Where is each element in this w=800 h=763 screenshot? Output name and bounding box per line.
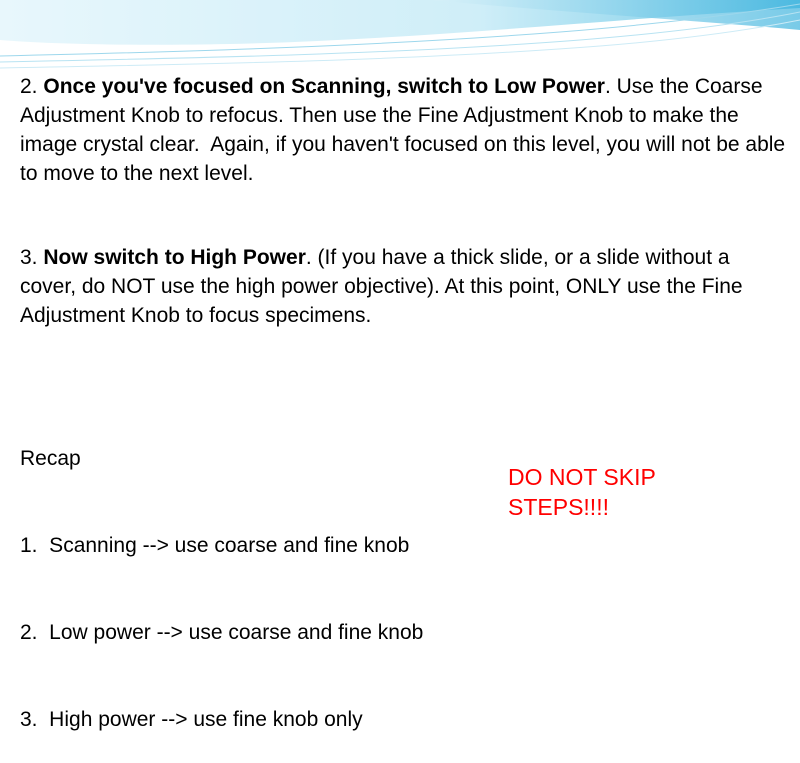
recap-item: 3. High power --> use fine knob only bbox=[20, 708, 363, 731]
step-3-text: . (If you have a thick slide, or a slide without a cover, do NOT use the high power objective). At this point, ONLY use the Fine Adjustment Knob to focus specimens. bbox=[20, 246, 748, 327]
recap-block bbox=[20, 386, 790, 763]
step-2-heading: Once you've focused on Scanning, switch to Low Power bbox=[43, 75, 605, 98]
header-wave-decoration bbox=[0, 0, 800, 75]
recap-item: 1. Scanning --> use coarse and fine knob bbox=[20, 534, 410, 557]
step-3-paragraph bbox=[20, 243, 790, 330]
step-3-number: 3. bbox=[20, 246, 44, 269]
recap-item: 2. Low power --> use coarse and fine knob bbox=[20, 621, 424, 644]
warning-text: DO NOT SKIP STEPS!!!! bbox=[508, 464, 656, 520]
step-3-heading: Now switch to High Power bbox=[43, 246, 306, 269]
recap-title: Recap bbox=[20, 447, 81, 470]
step-2-number: 2. bbox=[20, 75, 44, 98]
step-2-paragraph bbox=[20, 72, 790, 188]
step-2-text: . Use the Coarse Adjustment Knob to refocus. Then use the Fine Adjustment Knob to make the image crystal clear. Again, if you haven't focused on this level, you will not be able to move to the next level. bbox=[20, 75, 791, 185]
